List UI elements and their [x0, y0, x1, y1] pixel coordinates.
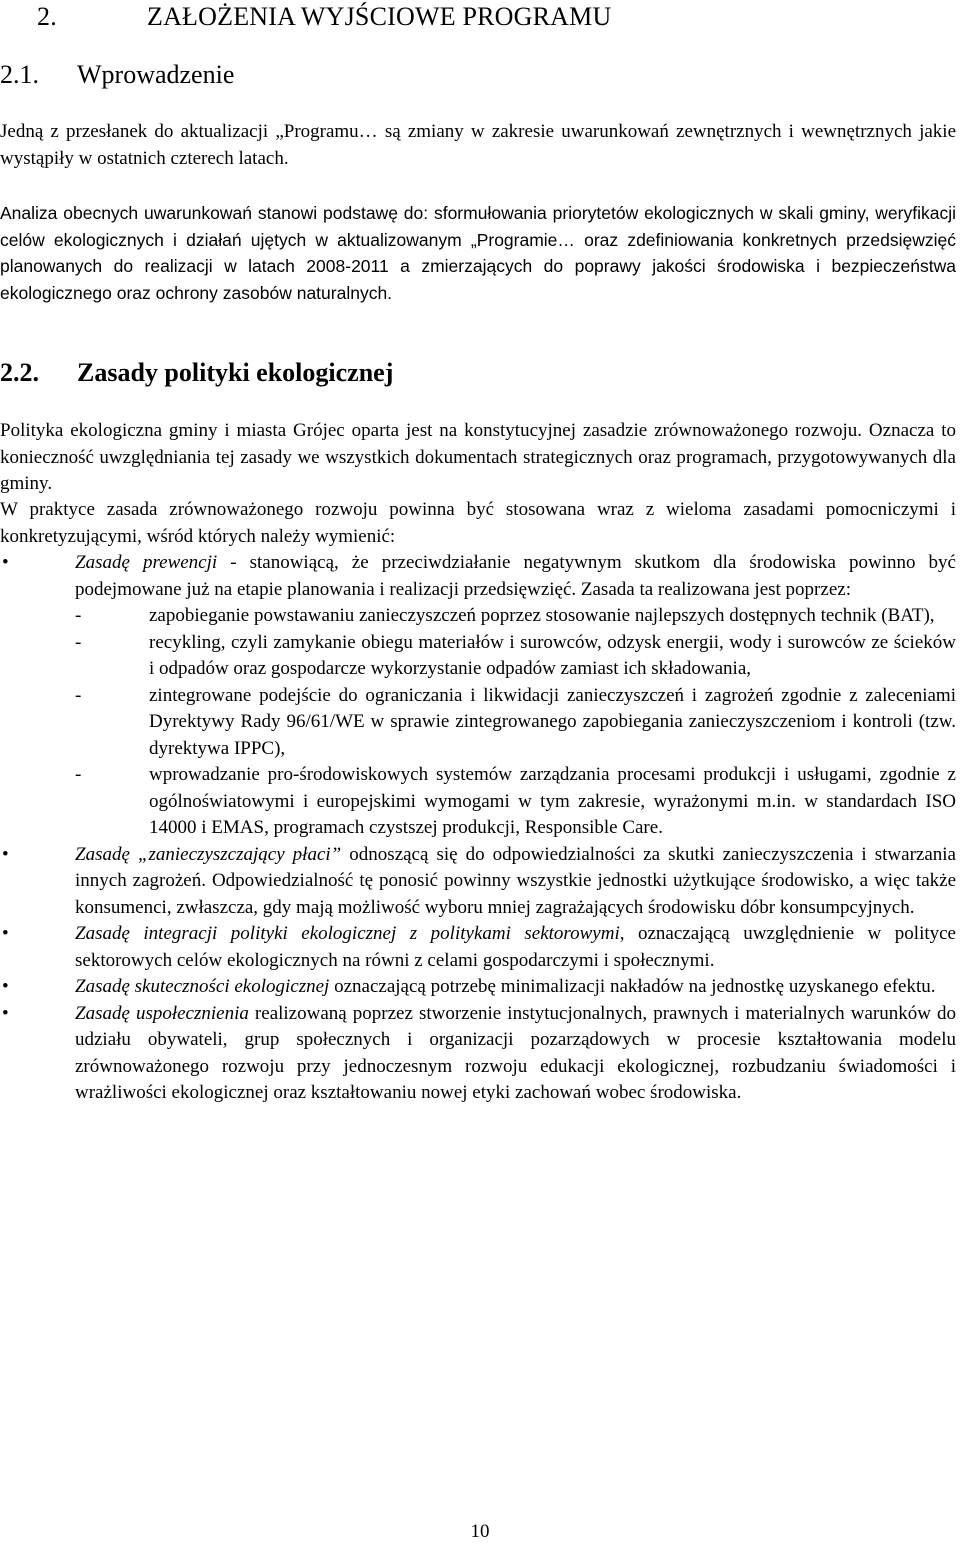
measure-text: wprowadzanie pro-środowiskowych systemów zarządzania procesami produkcji i usługami, zgodnie z ogólnoświatowymi i europejskimi wymogami w tym zakresie, wyrażonymi m.in. w standardach ISO 14000 i EMAS, programach czystszej produkcji, Responsible Care.	[149, 764, 956, 838]
section-number: 2.	[37, 2, 57, 31]
intro-paragraph: Jedną z przesłanek do aktualizacji „Programu… są zmiany w zakresie uwarunkowań zewnętrznych i wewnętrznych jakie wystąpiły w ostatnich czterech latach.	[0, 121, 956, 169]
principle-name: Zasadę integracji polityki ekologicznej z politykami sektorowymi	[75, 923, 620, 944]
section-title: ZAŁOŻENIA WYJŚCIOWE PROGRAMU	[147, 2, 612, 31]
dash-icon: -	[75, 684, 82, 706]
bullet-icon: •	[2, 1002, 9, 1024]
list-item	[0, 550, 956, 603]
principle-name: Zasadę uspołecznienia	[75, 1002, 249, 1024]
practice-paragraph: W praktyce zasada zrównoważonego rozwoju powinna być stosowana wraz z wieloma zasadami pomocniczymi i konkretyzującymi, wśród których należy wymienić:	[0, 499, 956, 547]
bullet-icon: •	[2, 923, 9, 944]
subsection-number: 2.2.	[0, 358, 39, 387]
measure-text: recykling, czyli zamykanie obiegu materiałów i surowców, odzysk energii, wody i surowców ze ścieków i odpadów oraz gospodarcze wykorzystanie odpadów zamiast ich składowania,	[149, 631, 956, 679]
subsection-heading-intro	[0, 60, 234, 90]
analysis-paragraph: Analiza obecnych uwarunkowań stanowi podstawę do: sformułowania priorytetów ekologicznych w skali gminy, weryfikacji celów ekologicznych i działań ujętych w aktualizowanym „Programie… oraz zdefiniowania konkretnych przedsięwzięć planowanych do realizacji w latach 2008-2011 a zmierzających do poprawy jakości środowiska i bezpieczeństwa ekologicznego oraz ochrony zasobów naturalnych.	[0, 203, 956, 303]
subsection-heading-policy	[0, 358, 393, 388]
section-heading	[37, 2, 611, 32]
list-item	[0, 630, 956, 683]
principle-name: Zasadę „zanieczyszczający płaci”	[75, 843, 342, 865]
bullet-icon: •	[2, 552, 9, 573]
subsection-title: Zasady polityki ekologicznej	[77, 358, 394, 387]
list-item	[0, 603, 956, 630]
principle-name: Zasadę skuteczności ekologicznej	[75, 976, 330, 997]
measure-text: zapobieganie powstawaniu zanieczyszczeń poprzez stosowanie najlepszych dostępnych technik (BAT),	[149, 605, 935, 626]
principle-text: - stanowiącą, że przeciwdziałanie negatywnym skutkom dla środowiska powinno być podejmowane już na etapie planowania i realizacji przedsięwzięć. Zasada ta realizowana jest poprzez:	[75, 552, 956, 600]
dash-icon: -	[75, 764, 82, 785]
dash-icon: -	[75, 605, 82, 626]
measure-text: zintegrowane podejście do ograniczania i likwidacji zanieczyszczeń i zagrożeń zgodnie z zaleceniami Dyrektywy Rady 96/61/WE w sprawie zintegrowanego zapobiegania zanieczyszczeniom i kontroli (tzw. dyrektywa IPPC),	[149, 684, 956, 759]
list-item	[0, 1001, 956, 1107]
principle-name: Zasadę prewencji	[75, 552, 218, 573]
principle-text: realizowaną poprzez stworzenie instytucjonalnych, prawnych i materialnych warunków do udziału obywateli, grup społecznych i organizacji pozarządowych w procesie kształtowania modelu zrównoważonego rozwoju przy jednoczesnym rozwoju edukacji ekologicznej, rozbudzaniu świadomości i wrażliwości ekologicznej oraz kształtowaniu nowej etyki zachowań wobec środowiska.	[75, 1002, 956, 1103]
principle-text: , oznaczającą uwzględnienie w polityce sektorowych celów ekologicznych na równi z celami gospodarczymi i społecznymi.	[75, 923, 956, 971]
list-item	[0, 762, 956, 842]
list-item	[0, 842, 956, 922]
policy-paragraph: Polityka ekologiczna gminy i miasta Grójec oparta jest na konstytucyjnej zasadzie zrównoważonego rozwoju. Oznacza to konieczność uwzględniania tej zasady we wszystkich dokumentach strategicznych oraz programach, przygotowywanych dla gminy.	[0, 420, 956, 494]
list-item	[0, 683, 956, 763]
list-item	[0, 921, 956, 974]
dash-icon: -	[75, 631, 82, 653]
bullet-icon: •	[2, 976, 9, 997]
list-item	[0, 974, 956, 1001]
principle-text: odnoszącą się do odpowiedzialności za skutki zanieczyszczenia i stwarzania innych zagrożeń. Odpowiedzialność tę ponosić powinny wszystkie jednostki użytkujące środowisko, a więc także konsumenci, zwłaszcza, gdy mają możliwość wyboru mniej zagrażających środowisku dóbr konsumpcyjnych.	[75, 843, 956, 918]
page-number: 10	[470, 1521, 490, 1542]
bullet-icon: •	[2, 843, 9, 865]
subsection-title: Wprowadzenie	[77, 60, 235, 89]
subsection-number: 2.1.	[0, 60, 39, 89]
principles-list	[0, 550, 956, 1107]
principle-text: oznaczającą potrzebę minimalizacji nakładów na jednostkę uzyskanego efektu.	[329, 976, 936, 997]
